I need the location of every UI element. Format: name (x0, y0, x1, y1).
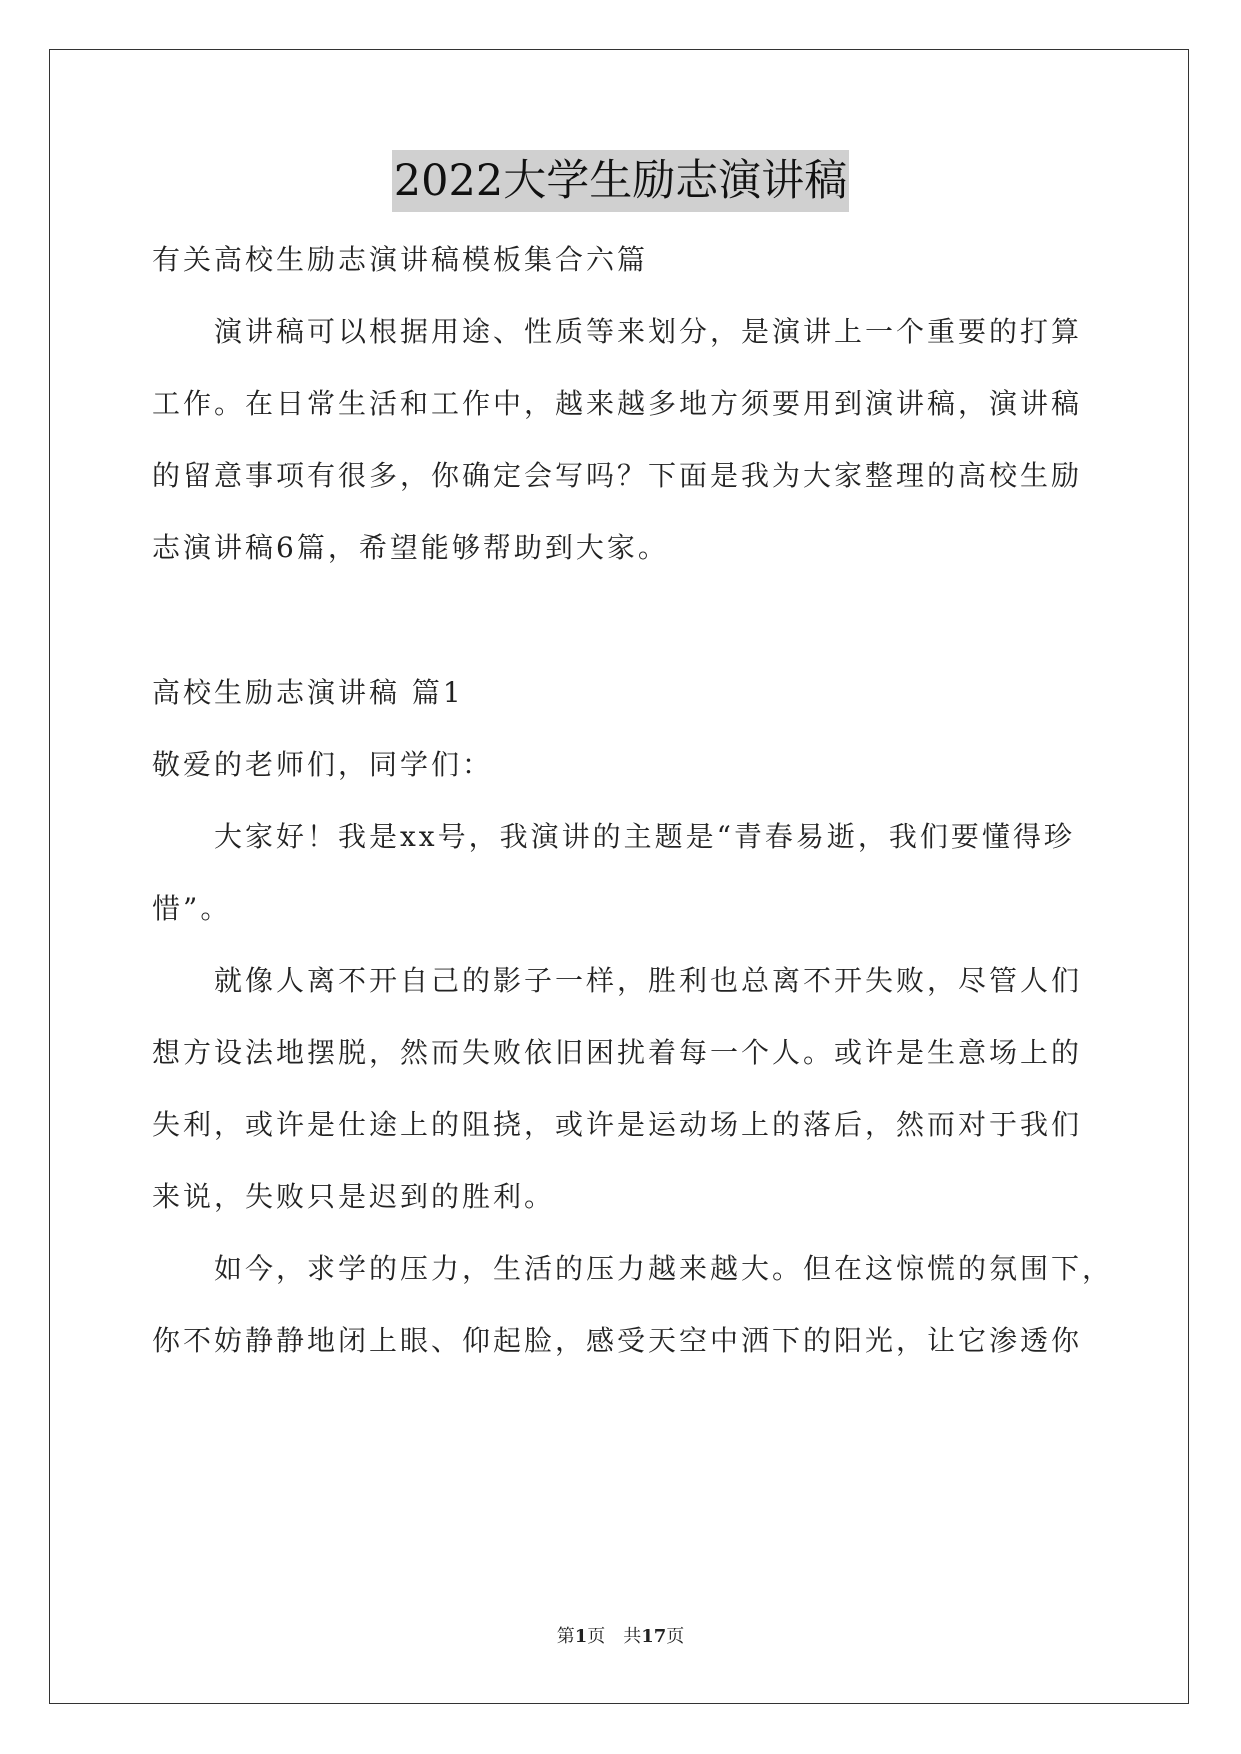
page-number: 1 (574, 1626, 588, 1647)
page-footer (0, 1625, 1241, 1649)
paragraph-3-line-2: 你不妨静静地闭上眼、仰起脸，感受天空中洒下的阳光，让它渗透你 (152, 1324, 1083, 1357)
page-prefix: 第 (556, 1626, 575, 1647)
page-border (49, 49, 1189, 1704)
paragraph-2-line-4: 来说，失败只是迟到的胜利。 (152, 1180, 556, 1213)
intro-line-1: 演讲稿可以根据用途、性质等来划分，是演讲上一个重要的打算 (214, 315, 1083, 348)
total-pages: 17 (641, 1626, 667, 1647)
page-suffix: 页 (587, 1626, 606, 1647)
section-heading: 高校生励志演讲稿 篇1 (152, 676, 464, 709)
paragraph-2-line-3: 失利，或许是仕途上的阻挠，或许是运动场上的落后，然而对于我们 (152, 1108, 1083, 1141)
paragraph-1-line-1: 大家好！我是xx号，我演讲的主题是“青春易逝，我们要懂得珍 (214, 820, 1075, 853)
intro-line-4: 志演讲稿6篇，希望能够帮助到大家。 (152, 531, 669, 564)
document-title: 2022大学生励志演讲稿 (392, 150, 849, 212)
intro-line-3: 的留意事项有很多，你确定会写吗？下面是我为大家整理的高校生励 (152, 459, 1083, 492)
paragraph-3-line-1: 如今，求学的压力，生活的压力越来越大。但在这惊慌的氛围下， (214, 1252, 1114, 1285)
paragraph-1-line-2: 惜”。 (152, 892, 232, 925)
paragraph-2-line-1: 就像人离不开自己的影子一样，胜利也总离不开失败，尽管人们 (214, 964, 1083, 997)
paragraph-2-line-2: 想方设法地摆脱，然而失败依旧困扰着每一个人。或许是生意场上的 (152, 1036, 1083, 1069)
intro-line-2: 工作。在日常生活和工作中，越来越多地方须要用到演讲稿，演讲稿 (152, 387, 1083, 420)
salutation: 敬爱的老师们，同学们： (152, 748, 494, 781)
title-container (0, 150, 1241, 212)
total-prefix: 共 (623, 1626, 642, 1647)
document-subtitle: 有关高校生励志演讲稿模板集合六篇 (152, 243, 649, 276)
total-suffix: 页 (666, 1626, 685, 1647)
